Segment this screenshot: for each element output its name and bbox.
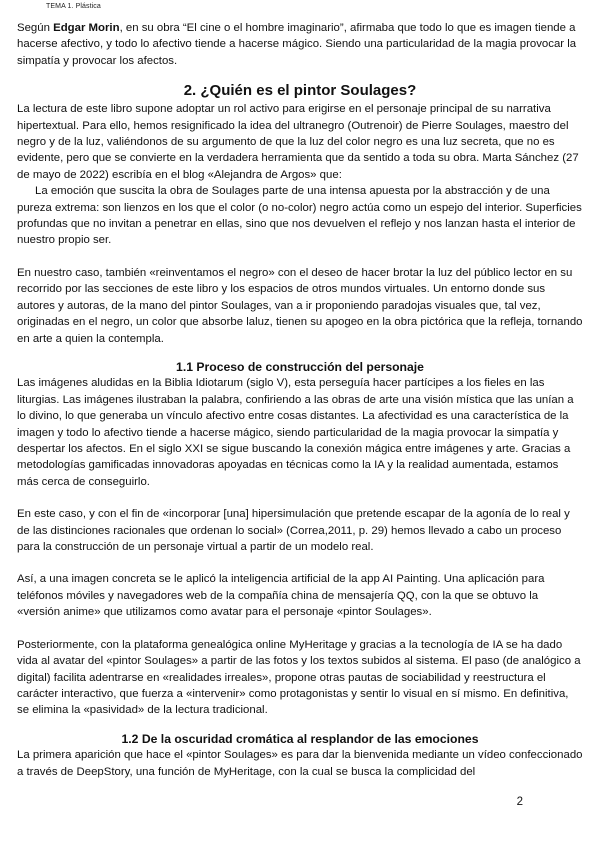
- spacer: [17, 347, 583, 359]
- spacer: [17, 490, 583, 506]
- running-header: TEMA 1. Plástica: [46, 3, 101, 10]
- intro-text-end: , en su obra “El cine o el hombre imaginario”, afirmaba que todo lo que es imagen tiende a hacerse afectivo, y todo lo afectivo tiende a hacerse mágico. Siendo una particularidad de la magia provocar la simpatía y provocar los afectos.: [17, 22, 577, 67]
- page-number: 2: [516, 796, 523, 808]
- section2-1-paragraph-1: Las imágenes aludidas en la Biblia Idiotarum (siglo V), esta perseguía hacer partícipes a los fieles en las liturgias. Las imágenes ilustraban la palabra, confiriendo a las obras de arte una visión mística que las unían a lo divino, lo que generaba un vínculo afectivo entre cosas distantes. La afectividad es una característica de la imagen y todo lo afectivo tiende a hacerse mágico, siendo particularidad de la magia provocar la simpatía y despertar los afectos. En el siglo XXI se sigue buscando la conexión mágica entre imágenes y arte. Gracias a metodologías gamificadas innovadoras apoyadas en técnicas como la IA y la realidad aumentada, estamos más cerca de conseguirlo.: [17, 377, 574, 488]
- section2-paragraph-1: La lectura de este libro supone adoptar un rol activo para erigirse en el personaje principal de su narrativa hipertextual. Para ello, hemos resignificado la idea del ultranegro (Outrenoir) de Pierre Soulages, maestro del negro y de la luz, valiéndonos de su argumento de que la luz del color negro es una luz secreta, que no es evidente, pero que se convierte en la verdadera herramienta que da sentido a toda su obra. Marta Sánchez (27 de mayo de 2022) escribía en el blog «Alejandra de Argos» que:: [17, 103, 579, 181]
- spacer: [17, 249, 583, 265]
- spacer: [17, 69, 583, 79]
- section2-1-paragraph-3: Así, a una imagen concreta se le aplicó la inteligencia artificial de la app AI Painting. Una aplicación para teléfonos móviles y navegadores web de la compañía china de mensajería QQ, con la que se obtuvo la «versión anime» que utilizamos como avatar para el personaje «pintor Soulages».: [17, 573, 545, 619]
- spacer: [17, 555, 583, 571]
- section2-paragraph-2: En nuestro caso, también «reinventamos el negro» con el deseo de hacer brotar la luz del público lector en su recorrido por las secciones de este libro y los espacios de otros mundos virtuales. Un entorno donde sus autores y autoras, de la mano del pintor Soulages, van a ir proponiendo paradojas visuales que, tal vez, originadas en el negro, un color que absorbe laluz, tienen su apogeo en la obra pictórica que la refleja, tornando en arte a quien la contempla.: [17, 266, 583, 345]
- section-heading-2: 2. ¿Quién es el pintor Soulages?: [183, 82, 417, 100]
- intro-text-start: Según: [17, 22, 54, 34]
- section2-1-paragraph-2: En este caso, y con el fin de «incorporar [una] hipersimulación que pretende escapar de la agonía de lo real y de las distinciones racionales que ordenan lo social» (Correa,2011, p. 29) hemos llevado a cabo un proceso para la construcción de un personaje virtual a partir de un modelo real.: [17, 508, 570, 554]
- spacer: [17, 719, 583, 731]
- intro-paragraph: [17, 20, 583, 69]
- spacer: [17, 621, 583, 637]
- document-body: [17, 20, 583, 780]
- section-heading-1-1: 1.1 Proceso de construcción del personaje: [176, 359, 424, 374]
- section-heading-1-2: 1.2 De la oscuridad cromática al resplandor de las emociones: [121, 731, 479, 746]
- section2-2-paragraph-1: La primera aparición que hace el «pintor Soulages» es para dar la bienvenida mediante un vídeo confeccionado a través de DeepStory, una función de MyHeritage, con la cual se busca la complicidad del: [17, 749, 583, 778]
- author-name: Edgar Morin: [53, 22, 120, 34]
- section2-quote: La emoción que suscita la obra de Soulages parte de una intensa apuesta por la abstracción y de una pureza extrema: son lienzos en los que el color (o no-color) negro actúa como un espejo del interior. Superficies profundas que no invitan a penetrar en ellas, sino que nos devuelven el reflejo y nos lanzan hasta el interior de nuestro propio ser.: [17, 185, 582, 247]
- section2-1-paragraph-4: Posteriormente, con la plataforma genealógica online MyHeritage y gracias a la tecnología de IA se ha dado vida al avatar del «pintor Soulages» a partir de las fotos y los textos subidos al sistema. El paso (de analógico a digital) facilita adentrarse en «realidades irreales», propone otras pautas de sociabilidad y reestructura el carácter interactivo, que fuerza a «intervenir» como protagonistas y sentir lo visual en sí mismo. En definitiva, se elimina la «pasividad» de la lectura tradicional.: [17, 638, 581, 717]
